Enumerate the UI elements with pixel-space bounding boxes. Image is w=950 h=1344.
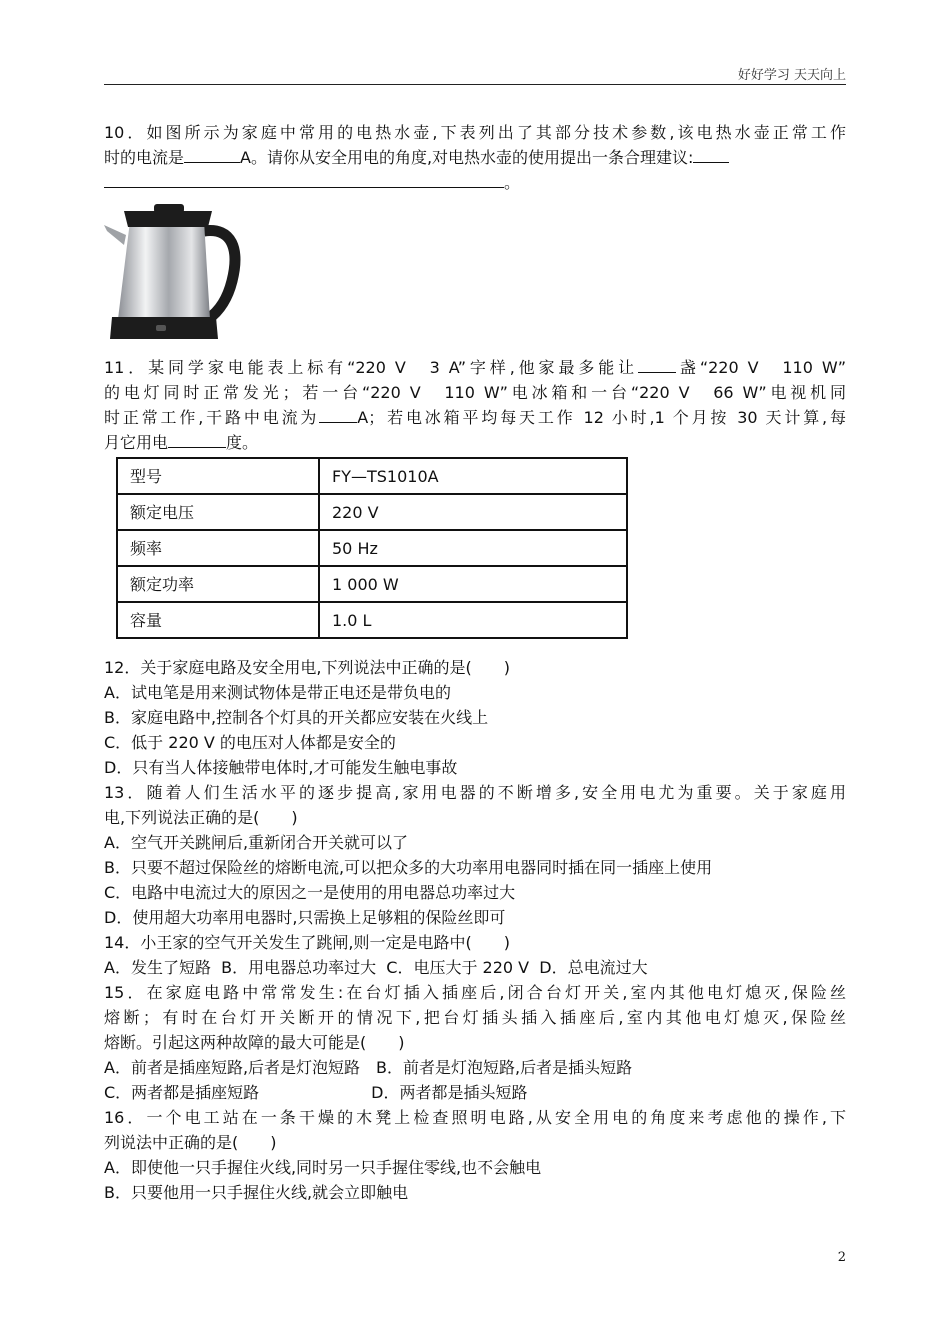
q14-options[interactable]: A．发生了短路 B．用电器总功率过大 C．电压大于 220 V D．总电流过大: [104, 958, 648, 977]
q10-line3-end: 。: [504, 173, 521, 192]
q12-option-d[interactable]: D．只有当人体接触带电体时,才可能发生触电事故: [104, 758, 458, 777]
kettle-knob: [154, 204, 184, 213]
q16-option-b[interactable]: B．只要他用一只手握住火线,就会立即触电: [104, 1183, 409, 1202]
q10-line2-a: 时的电流是: [104, 148, 185, 167]
q16-option-a[interactable]: A．即使他一只手握住火线,同时另一只手握住零线,也不会触电: [104, 1158, 542, 1177]
spec-label: 额定功率: [117, 566, 319, 602]
spec-value: 1 000 W: [319, 566, 627, 602]
spec-value: FY—TS1010A: [319, 458, 627, 494]
q11-line2: 的电灯同时正常发光；若一台“220 V 110 W”电冰箱和一台“220 V 66 W”电视机同: [104, 383, 846, 402]
q13-option-c[interactable]: C．电路中电流过大的原因之一是使用的用电器总功率过大: [104, 883, 516, 902]
q10-line3: [104, 170, 846, 195]
q12-stem: 12．关于家庭电路及安全用电,下列说法中正确的是( ): [104, 658, 510, 677]
q13-stem-line2: 电,下列说法正确的是( ): [104, 808, 298, 827]
q10-line1: 10．如图所示为家庭中常用的电热水壶,下表列出了其部分技术参数,该电热水壶正常工作: [104, 123, 846, 142]
q13-option-a[interactable]: A．空气开关跳闸后,重新闭合开关就可以了: [104, 833, 409, 852]
q11-line4-a: 月它用电: [104, 433, 169, 452]
q10-line2-b: A。请你从安全用电的角度,对电热水壶的使用提出一条合理建议:: [240, 148, 694, 167]
spec-label: 频率: [117, 530, 319, 566]
q11-line4: [104, 430, 846, 455]
q11-blank-energy[interactable]: [168, 430, 226, 448]
q11-line1-b: 盏“220 V 110 W”: [676, 358, 846, 377]
q13-stem-line1: 13．随着人们生活水平的逐步提高,家用电器的不断增多,安全用电尤为重要。关于家庭用: [104, 783, 846, 802]
q12-option-b[interactable]: B．家庭电路中,控制各个灯具的开关都应安装在火线上: [104, 708, 489, 727]
spec-table: [116, 457, 628, 639]
q11-line4-b: 度。: [226, 433, 259, 452]
spec-value: 1.0 L: [319, 602, 627, 638]
spec-label: 容量: [117, 602, 319, 638]
kettle-body: [118, 221, 210, 319]
q11-line1-a: 11．某同学家电能表上标有“220 V 3 A”字样,他家最多能让: [104, 358, 639, 377]
q10-blank-suggestion-a[interactable]: [693, 145, 729, 163]
q15-stem-line1: 15．在家庭电路中常常发生:在台灯插入插座后,闭合台灯开关,室内其他电灯熄灭,保险丝: [104, 983, 846, 1002]
kettle-switch: [156, 325, 166, 331]
page-number: 2: [837, 1250, 846, 1265]
header-motto: 好好学习 天天向上: [737, 68, 846, 83]
kettle-lid: [124, 211, 212, 227]
page-content: [104, 120, 846, 1205]
q15-options-row1[interactable]: A．前者是插座短路,后者是灯泡短路 B．前者是灯泡短路,后者是插头短路: [104, 1058, 633, 1077]
table-row: [117, 458, 627, 494]
spec-label: 额定电压: [117, 494, 319, 530]
q14-stem: 14．小王家的空气开关发生了跳闸,则一定是电路中( ): [104, 933, 510, 952]
q15-options-row2[interactable]: C．两者都是插座短路 D．两者都是插头短路: [104, 1083, 528, 1102]
q13-option-b[interactable]: B．只要不超过保险丝的熔断电流,可以把众多的大功率用电器同时插在同一插座上使用: [104, 858, 713, 877]
q11-blank-lamps[interactable]: [638, 355, 676, 373]
q10-blank-current[interactable]: [184, 145, 240, 163]
spec-label: 型号: [117, 458, 319, 494]
kettle-image: [104, 201, 846, 351]
q11-line3-a: 时正常工作,干路中电流为: [104, 408, 320, 427]
q10-blank-suggestion-b[interactable]: [104, 170, 504, 188]
table-row: [117, 494, 627, 530]
table-row: [117, 566, 627, 602]
q10-line2: [104, 145, 846, 170]
q11-line3-b: A；若电冰箱平均每天工作 12 小时,1 个月按 30 天计算,每: [357, 408, 846, 427]
table-row: [117, 530, 627, 566]
q11-line3: [104, 405, 846, 430]
q16-stem-line2: 列说法中正确的是( ): [104, 1133, 277, 1152]
header-rule: [104, 84, 846, 85]
q12-option-c[interactable]: C．低于 220 V 的电压对人体都是安全的: [104, 733, 396, 752]
q15-stem-line3: 熔断。引起这两种故障的最大可能是( ): [104, 1033, 405, 1052]
spec-value: 50 Hz: [319, 530, 627, 566]
q11-line1: [104, 355, 846, 380]
q13-option-d[interactable]: D．使用超大功率用电器时,只需换上足够粗的保险丝即可: [104, 908, 506, 927]
spec-value: 220 V: [319, 494, 627, 530]
q12-option-a[interactable]: A．试电笔是用来测试物体是带正电还是带负电的: [104, 683, 451, 702]
q16-stem-line1: 16．一个电工站在一条干燥的木凳上检查照明电路,从安全用电的角度来考虑他的操作,下: [104, 1108, 846, 1127]
q15-stem-line2: 熔断；有时在台灯开关断开的情况下,把台灯插头插入插座后,室内其他电灯熄灭,保险丝: [104, 1008, 846, 1027]
kettle-spout: [104, 225, 126, 245]
kettle-illustration: [104, 201, 244, 351]
q11-blank-current[interactable]: [319, 405, 357, 423]
table-row: [117, 602, 627, 638]
